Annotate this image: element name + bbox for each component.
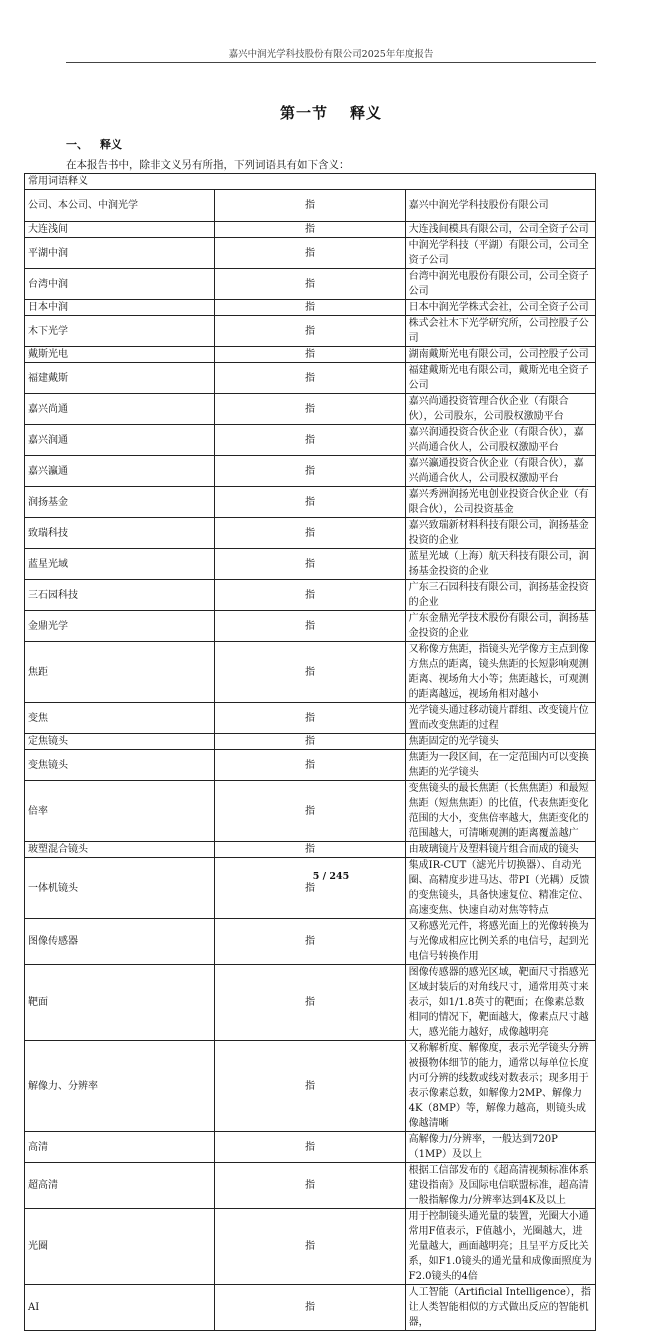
separator-cell: 指	[215, 842, 405, 858]
table-row	[25, 781, 596, 842]
table-row	[25, 1163, 596, 1209]
term-cell: AI	[25, 1285, 215, 1331]
term-cell: 变焦	[25, 703, 215, 734]
table-row	[25, 580, 596, 611]
term-cell: 大连浅间	[25, 222, 215, 238]
separator-cell: 指	[215, 222, 405, 238]
table-row	[25, 1132, 596, 1163]
table-row	[25, 190, 596, 222]
term-cell: 日本中润	[25, 300, 215, 316]
page-header: 嘉兴中润光学科技股份有限公司2025年年度报告	[228, 49, 434, 60]
separator-cell: 指	[215, 487, 405, 518]
term-cell: 玻塑混合镜头	[25, 842, 215, 858]
definition-cell: 用于控制镜头通光量的装置，光圈大小通常用F值表示，F值越小，光圈越大，进光量越大，画面越明亮；且呈平方反比关系，如F1.0镜头的通光量和成像面照度为F2.0镜头的4倍	[405, 1209, 595, 1285]
separator-cell: 指	[215, 1163, 405, 1209]
table-row	[25, 642, 596, 703]
separator-cell: 指	[215, 781, 405, 842]
definition-cell: 嘉兴润通投资合伙企业（有限合伙），嘉兴尚通合伙人，公司股权激励平台	[405, 425, 595, 456]
separator-cell: 指	[215, 425, 405, 456]
definition-cell: 广东三石园科技有限公司，润扬基金投资的企业	[405, 580, 595, 611]
term-cell: 木下光学	[25, 316, 215, 347]
term-cell: 解像力、分辨率	[25, 1041, 215, 1132]
table-row	[25, 1285, 596, 1331]
separator-cell: 指	[215, 965, 405, 1041]
table-row	[25, 222, 596, 238]
table-row	[25, 750, 596, 781]
separator-cell: 指	[215, 1041, 405, 1132]
definition-cell: 又称感光元件，将感光面上的光像转换为与光像成相应比例关系的电信号，起到光电信号转换作用	[405, 919, 595, 965]
separator-cell: 指	[215, 549, 405, 580]
definition-cell: 图像传感器的感光区域，靶面尺寸指感光区域封装后的对角线尺寸，通常用英寸来表示，如1/1.8英寸的靶面；在像素总数相同的情况下，靶面越大，像素点尺寸越大，感光能力越好，成像越明亮	[405, 965, 595, 1041]
term-cell: 变焦镜头	[25, 750, 215, 781]
table-row	[25, 1041, 596, 1132]
term-cell: 一体机镜头	[25, 858, 215, 919]
separator-cell: 指	[215, 580, 405, 611]
definition-cell: 又称解析度、解像度，表示光学镜头分辨被摄物体细节的能力，通常以每单位长度内可分辨的线数或线对数表示；现多用于表示像素总数，如解像力2MP、解像力4K（8MP）等，解像力越高，则镜头成像越清晰	[405, 1041, 595, 1132]
separator-cell: 指	[215, 363, 405, 394]
separator-cell: 指	[215, 1285, 405, 1331]
table-row	[25, 518, 596, 549]
definition-cell: 福建戴斯光电有限公司，戴斯光电全资子公司	[405, 363, 595, 394]
term-cell: 光圈	[25, 1209, 215, 1285]
separator-cell: 指	[215, 1209, 405, 1285]
table-row	[25, 487, 596, 518]
definition-cell: 株式会社木下光学研究所，公司控股子公司	[405, 316, 595, 347]
separator-cell: 指	[215, 642, 405, 703]
table-row	[25, 1209, 596, 1285]
term-cell: 定焦镜头	[25, 734, 215, 750]
page-number: 5 / 245	[312, 871, 350, 882]
table-row	[25, 238, 596, 269]
separator-cell: 指	[215, 703, 405, 734]
term-cell: 润扬基金	[25, 487, 215, 518]
definition-cell: 由玻璃镜片及塑料镜片组合而成的镜头	[405, 842, 595, 858]
term-cell: 焦距	[25, 642, 215, 703]
chapter-number: 第一节	[279, 104, 328, 122]
term-cell: 嘉兴瀛通	[25, 456, 215, 487]
separator-cell: 指	[215, 611, 405, 642]
separator-cell: 指	[215, 518, 405, 549]
table-row	[25, 703, 596, 734]
term-cell: 超高清	[25, 1163, 215, 1209]
definition-cell: 嘉兴中润光学科技股份有限公司	[405, 190, 595, 222]
definition-cell: 嘉兴致瑞新材料科技有限公司，润扬基金投资的企业	[405, 518, 595, 549]
table-row	[25, 300, 596, 316]
table-row	[25, 347, 596, 363]
term-cell: 靶面	[25, 965, 215, 1041]
definition-cell: 蓝星光域（上海）航天科技有限公司，润扬基金投资的企业	[405, 549, 595, 580]
section-number: 一、	[66, 138, 88, 151]
term-cell: 三石园科技	[25, 580, 215, 611]
term-cell: 台湾中润	[25, 269, 215, 300]
separator-cell: 指	[215, 456, 405, 487]
table-row	[25, 965, 596, 1041]
chapter-name: 释义	[350, 104, 383, 122]
definitions-table	[24, 173, 596, 1331]
term-cell: 嘉兴尚通	[25, 394, 215, 425]
term-cell: 倍率	[25, 781, 215, 842]
term-cell: 平湖中润	[25, 238, 215, 269]
header-rule	[66, 62, 596, 63]
term-cell: 蓝星光域	[25, 549, 215, 580]
section-heading	[66, 136, 122, 152]
separator-cell: 指	[215, 750, 405, 781]
definition-cell: 台湾中润光电股份有限公司，公司全资子公司	[405, 269, 595, 300]
definition-cell: 湖南戴斯光电有限公司，公司控股子公司	[405, 347, 595, 363]
separator-cell: 指	[215, 1132, 405, 1163]
table-row	[25, 919, 596, 965]
definition-cell: 日本中润光学株式会社，公司全资子公司	[405, 300, 595, 316]
separator-cell: 指	[215, 858, 405, 919]
table-row	[25, 363, 596, 394]
definition-cell: 光学镜头通过移动镜片群组、改变镜片位置而改变焦距的过程	[405, 703, 595, 734]
definition-cell: 集成IR-CUT（滤光片切换器）、自动光圈、高精度步进马达、带PI（光耦）反馈的变焦镜头，具备快速复位、精准定位、高速变焦、快速自动对焦等特点	[405, 858, 595, 919]
term-cell: 福建戴斯	[25, 363, 215, 394]
table-row	[25, 269, 596, 300]
chapter-title	[0, 102, 662, 123]
table-row	[25, 734, 596, 750]
term-cell: 公司、本公司、中润光学	[25, 190, 215, 222]
table-row	[25, 611, 596, 642]
table-row	[25, 549, 596, 580]
table-row	[25, 456, 596, 487]
term-cell: 金鼎光学	[25, 611, 215, 642]
table-row	[25, 858, 596, 919]
definition-cell: 嘉兴瀛通投资合伙企业（有限合伙），嘉兴尚通合伙人，公司股权激励平台	[405, 456, 595, 487]
term-cell: 高清	[25, 1132, 215, 1163]
table-row	[25, 425, 596, 456]
separator-cell: 指	[215, 919, 405, 965]
term-cell: 致瑞科技	[25, 518, 215, 549]
separator-cell: 指	[215, 300, 405, 316]
definition-cell: 大连浅间模具有限公司，公司全资子公司	[405, 222, 595, 238]
definition-cell: 高解像力/分辨率，一般达到720P（1MP）及以上	[405, 1132, 595, 1163]
separator-cell: 指	[215, 316, 405, 347]
definition-cell: 变焦镜头的最长焦距（长焦焦距）和最短焦距（短焦焦距）的比值，代表焦距变化范围的大小，变焦倍率越大，焦距变化的范围越大，可清晰观测的距离覆盖越广	[405, 781, 595, 842]
definition-cell: 根据工信部发布的《超高清视频标准体系建设指南》及国际电信联盟标准，超高清一般指解像力/分辨率达到4K及以上	[405, 1163, 595, 1209]
definition-cell: 焦距为一段区间，在一定范围内可以变换焦距的光学镜头	[405, 750, 595, 781]
table-header-row	[25, 174, 596, 190]
separator-cell: 指	[215, 347, 405, 363]
definition-cell: 人工智能（Artificial Intelligence），指让人类智能相似的方式做出反应的智能机器，	[405, 1285, 595, 1331]
intro-text: 在本报告书中，除非文义另有所指，下列词语具有如下含义：	[66, 159, 350, 171]
table-row	[25, 394, 596, 425]
definition-cell: 广东金鼎光学技术股份有限公司，润扬基金投资的企业	[405, 611, 595, 642]
separator-cell: 指	[215, 269, 405, 300]
separator-cell: 指	[215, 734, 405, 750]
definition-cell: 又称像方焦距，指镜头光学像方主点到像方焦点的距离，镜头焦距的长短影响观测距离、视场角大小等；焦距越长，可观测的距离越远，视场角相对越小	[405, 642, 595, 703]
definition-cell: 焦距固定的光学镜头	[405, 734, 595, 750]
section-title: 释义	[100, 138, 122, 151]
separator-cell: 指	[215, 238, 405, 269]
table-row	[25, 842, 596, 858]
term-cell: 图像传感器	[25, 919, 215, 965]
definition-cell: 中润光学科技（平湖）有限公司，公司全资子公司	[405, 238, 595, 269]
separator-cell: 指	[215, 190, 405, 222]
separator-cell: 指	[215, 394, 405, 425]
term-cell: 嘉兴润通	[25, 425, 215, 456]
table-row	[25, 316, 596, 347]
definition-cell: 嘉兴尚通投资管理合伙企业（有限合伙），公司股东，公司股权激励平台	[405, 394, 595, 425]
table-header: 常用词语释义	[25, 174, 596, 190]
term-cell: 戴斯光电	[25, 347, 215, 363]
definition-cell: 嘉兴秀洲润扬光电创业投资合伙企业（有限合伙），公司投资基金	[405, 487, 595, 518]
